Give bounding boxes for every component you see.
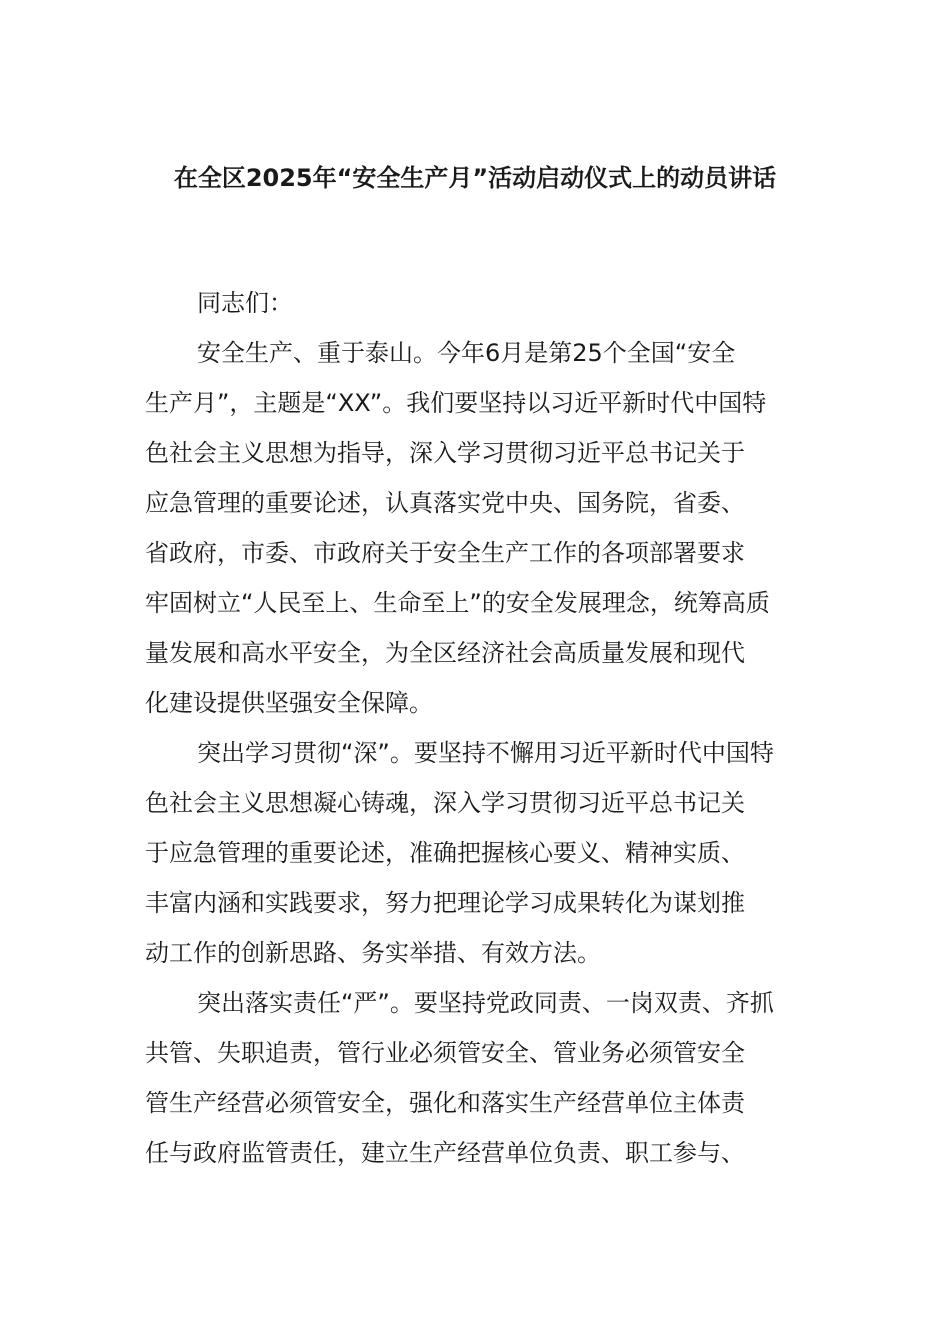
greeting bbox=[145, 278, 807, 328]
paragraph-line: 应急管理的重要论述，认真落实党中央、国务院，省委、 bbox=[145, 489, 745, 517]
greeting-line: 同志们： bbox=[197, 289, 293, 317]
paragraph-line: 色社会主义思想为指导，深入学习贯彻习近平总书记关于 bbox=[145, 439, 745, 467]
paragraph-line: 突出落实责任“严”。要坚持党政同责、一岗双责、齐抓 bbox=[197, 989, 774, 1017]
paragraph-line: 任与政府监管责任，建立生产经营单位负责、职工参与、 bbox=[145, 1139, 745, 1167]
paragraph-line: 管生产经营必须管安全，强化和落实生产经营单位主体责 bbox=[145, 1089, 745, 1117]
paragraph-line: 生产月”，主题是“XX”。我们要坚持以习近平新时代中国特 bbox=[145, 389, 767, 417]
paragraph-line: 量发展和高水平安全，为全区经济社会高质量发展和现代 bbox=[145, 639, 745, 667]
paragraph-line: 丰富内涵和实践要求，努力把理论学习成果转化为谋划推 bbox=[145, 889, 745, 917]
paragraph-line: 化建设提供坚强安全保障。 bbox=[145, 689, 433, 717]
paragraph-line: 于应急管理的重要论述，准确把握核心要义、精神实质、 bbox=[145, 839, 745, 867]
document-title: 在全区2025年“安全生产月”活动启动仪式上的动员讲话 bbox=[173, 164, 777, 192]
paragraph-1 bbox=[145, 328, 807, 728]
paragraph-line: 动工作的创新思路、务实举措、有效方法。 bbox=[145, 939, 601, 967]
paragraph-line: 色社会主义思想凝心铸魂，深入学习贯彻习近平总书记关 bbox=[145, 789, 745, 817]
paragraph-3 bbox=[145, 978, 807, 1178]
paragraph-line: 安全生产、重于泰山。今年6月是第25个全国“安全 bbox=[197, 339, 736, 367]
paragraph-line: 牢固树立“人民至上、生命至上”的安全发展理念，统筹高质 bbox=[145, 589, 770, 617]
paragraph-2 bbox=[145, 728, 807, 978]
document-body bbox=[145, 278, 807, 1178]
paragraph-line: 突出学习贯彻“深”。要坚持不懈用习近平新时代中国特 bbox=[197, 739, 774, 767]
paragraph-line: 共管、失职追责，管行业必须管安全、管业务必须管安全 bbox=[145, 1039, 745, 1067]
paragraph-line: 省政府，市委、市政府关于安全生产工作的各项部署要求 bbox=[145, 539, 745, 567]
